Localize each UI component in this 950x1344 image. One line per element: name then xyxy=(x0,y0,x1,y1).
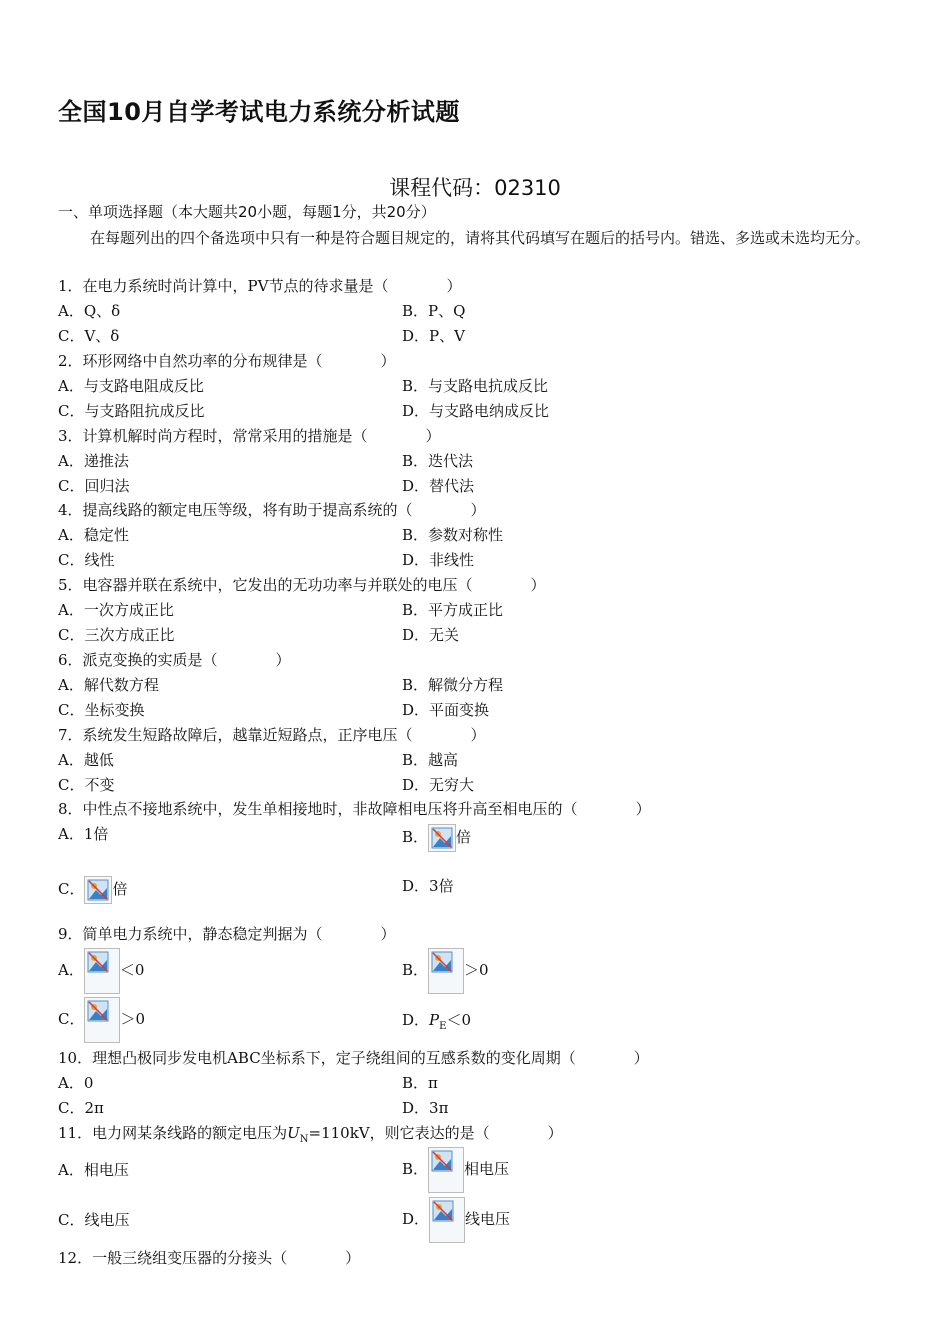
q6-option-a: A．解代数方程 xyxy=(58,676,159,694)
q8-option-b: B． 倍 xyxy=(402,824,471,852)
formula-image-icon xyxy=(429,1197,465,1243)
q8-option-d: D．3倍 xyxy=(402,877,454,895)
question-10-stem: 10．理想凸极同步发电机ABC坐标系下，定子绕组间的互感系数的变化周期（ ） xyxy=(58,1049,649,1067)
q1-option-d: D．P、V xyxy=(402,327,465,345)
question-12-stem: 12．一般三绕组变压器的分接头（ ） xyxy=(58,1249,361,1267)
q7-option-b: B．越高 xyxy=(402,751,459,769)
question-11-stem: 11．电力网某条线路的额定电压为$U_N=110kV$，则它表达的是（ ） xyxy=(58,1124,563,1145)
q10-option-b: B．π xyxy=(402,1074,438,1092)
q9-option-b: B． ＞0 xyxy=(402,948,489,994)
q5-option-c: C．三次方成正比 xyxy=(58,626,175,644)
q3-option-d: D．替代法 xyxy=(402,477,475,495)
q8-option-c: C． 倍 xyxy=(58,876,128,904)
formula-image-icon xyxy=(84,997,120,1043)
q10-option-a: A．0 xyxy=(58,1074,94,1092)
q10-option-d: D．3π xyxy=(402,1099,449,1117)
formula-image-icon xyxy=(428,1147,464,1193)
section-header: 一、单项选择题（本大题共20小题，每题1分，共20分） xyxy=(58,203,436,221)
q9-option-d: D．$P_E<0$ xyxy=(402,1011,471,1032)
formula-image-icon xyxy=(84,876,112,904)
q2-option-b: B．与支路电抗成反比 xyxy=(402,377,549,395)
question-2-stem: 2．环形网络中自然功率的分布规律是（ ） xyxy=(58,352,396,370)
q7-option-d: D．无穷大 xyxy=(402,776,475,794)
q3-option-b: B．迭代法 xyxy=(402,452,474,470)
q4-option-b: B．参数对称性 xyxy=(402,526,504,544)
q3-option-a: A．递推法 xyxy=(58,452,129,470)
page-title: 全国10月自学考试电力系统分析试题 xyxy=(58,98,460,126)
q8-option-a: A．1倍 xyxy=(58,825,109,843)
q1-option-b: B．P、Q xyxy=(402,302,466,320)
question-5-stem: 5．电容器并联在系统中，它发出的无功功率与并联处的电压（ ） xyxy=(58,576,546,594)
q5-option-a: A．一次方成正比 xyxy=(58,601,174,619)
q11-option-a: A．相电压 xyxy=(58,1161,129,1179)
q2-option-c: C．与支路阻抗成反比 xyxy=(58,402,205,420)
q4-option-c: C．线性 xyxy=(58,551,115,569)
q9-option-c: C． ＞0 xyxy=(58,997,145,1043)
q1-option-a: A．Q、δ xyxy=(58,302,121,320)
question-6-stem: 6．派克变换的实质是（ ） xyxy=(58,651,291,669)
question-4-stem: 4．提高线路的额定电压等级，将有助于提高系统的（ ） xyxy=(58,501,486,519)
formula-image-icon xyxy=(428,824,456,852)
q10-option-c: C．2π xyxy=(58,1099,104,1117)
question-3-stem: 3．计算机解时尚方程时，常常采用的措施是（ ） xyxy=(58,427,441,445)
formula-image-icon xyxy=(84,948,120,994)
q1-option-c: C．V、δ xyxy=(58,327,120,345)
q2-option-d: D．与支路电纳成反比 xyxy=(402,402,550,420)
q4-option-a: A．稳定性 xyxy=(58,526,129,544)
q6-option-d: D．平面变换 xyxy=(402,701,490,719)
instructions: 在每题列出的四个备选项中只有一种是符合题目规定的，请将其代码填写在题后的括号内。错选、多选或未选均无分。 xyxy=(90,229,871,247)
q6-option-b: B．解微分方程 xyxy=(402,676,504,694)
formula-image-icon xyxy=(428,948,464,994)
q5-option-d: D．无关 xyxy=(402,626,460,644)
question-8-stem: 8．中性点不接地系统中，发生单相接地时，非故障相电压将升高至相电压的（ ） xyxy=(58,800,651,818)
q4-option-d: D．非线性 xyxy=(402,551,475,569)
q2-option-a: A．与支路电阻成反比 xyxy=(58,377,204,395)
q7-option-c: C．不变 xyxy=(58,776,115,794)
q3-option-c: C．回归法 xyxy=(58,477,130,495)
course-code: 课程代码：02310 xyxy=(389,176,561,200)
q9-option-a: A． ＜0 xyxy=(58,948,144,994)
q11-option-d: D． 线电压 xyxy=(402,1197,510,1243)
q7-option-a: A．越低 xyxy=(58,751,114,769)
question-1-stem: 1．在电力系统时尚计算中，PV节点的待求量是（ ） xyxy=(58,277,462,295)
q11-option-c: C．线电压 xyxy=(58,1211,130,1229)
q6-option-c: C．坐标变换 xyxy=(58,701,145,719)
question-9-stem: 9．简单电力系统中，静态稳定判据为（ ） xyxy=(58,925,396,943)
q11-option-b: B． 相电压 xyxy=(402,1147,509,1193)
q5-option-b: B．平方成正比 xyxy=(402,601,504,619)
question-7-stem: 7．系统发生短路故障后，越靠近短路点，正序电压（ ） xyxy=(58,726,486,744)
